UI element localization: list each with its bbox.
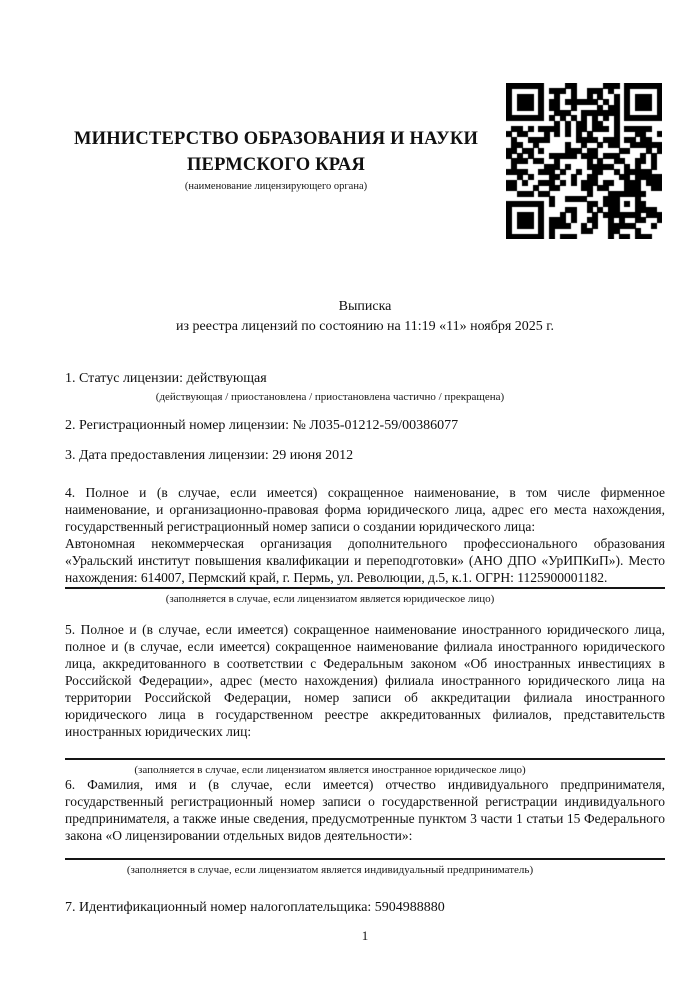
grant-date-text: 3. Дата предоставления лицензии: 29 июня 2012 bbox=[65, 448, 354, 463]
issuer-header bbox=[64, 126, 488, 194]
fill-in-rule bbox=[65, 858, 665, 860]
section-1-status bbox=[65, 370, 665, 404]
reg-number-text: 2. Регистрационный номер лицензии: № Л035-01212-59/00386077 bbox=[65, 418, 459, 433]
page-number: 1 bbox=[361, 928, 369, 943]
section-5-foreign-entity bbox=[65, 621, 665, 777]
doc-title-line1: Выписка bbox=[338, 299, 392, 314]
section-4-legal-entity bbox=[65, 484, 665, 606]
section-7-inn bbox=[65, 899, 665, 917]
foreign-entity-label: 5. Полное и (в случае, если имеется) сокращенное наименование иностранного юридического лица, полное и (в случае, если имеется) сокращенное наименование филиала иностранного юридического лица, аккредитованного в соответствии с Федеральным законом «Об иностранных инвестициях в Российской Федерации», адрес (место нахождения) филиала иностранного юридического лица на территории Российской Федерации, номер записи об аккредитации филиала иностранного юридического лица в государственном реестре аккредитованных филиалов, представительств иностранных юридических лиц: bbox=[65, 622, 665, 739]
legal-entity-value: Автономная некоммерческая организация дополнительного профессионального образования «Уральский институт повышения квалификации и переподготовки» (АНО ДПО «УрИПКиП»). Место нахождения: 614007, Пермский край, г. Пермь, ул. Революции, д.5, к.1. ОГРН: 1125900001182. bbox=[65, 536, 665, 585]
fill-in-rule bbox=[65, 587, 665, 589]
doc-title-line2: из реестра лицензий по состоянию на 11:19 «11» ноября 2025 г. bbox=[176, 319, 554, 334]
qr-code-icon bbox=[506, 83, 662, 239]
issuer-name-line2: ПЕРМСКОГО КРАЯ bbox=[186, 155, 366, 175]
entrepreneur-label: 6. Фамилия, имя и (в случае, если имеется) отчество индивидуального предпринимателя, государственный регистрационный номер записи о государственной регистрации индивидуального предпринимателя, а также иные сведения, предусмотренные пунктом 3 части 1 статьи 15 Федерального закона «О лицензировании отдельных видов деятельности»: bbox=[65, 777, 665, 843]
fill-in-rule bbox=[65, 758, 665, 760]
legal-entity-caption: (заполняется в случае, если лицензиатом является юридическое лицо) bbox=[165, 593, 495, 605]
doc-title bbox=[65, 297, 665, 337]
issuer-caption: (наименование лицензирующего органа) bbox=[184, 181, 368, 192]
empty-fill-line bbox=[65, 844, 665, 857]
status-options-caption: (действующая / приостановлена / приостановлена частично / прекращена) bbox=[155, 391, 505, 403]
inn-text: 7. Идентификационный номер налогоплательщика: 5904988880 bbox=[65, 900, 445, 915]
foreign-entity-caption: (заполняется в случае, если лицензиатом является иностранное юридическое лицо) bbox=[134, 764, 526, 776]
entrepreneur-caption: (заполняется в случае, если лицензиатом является индивидуальный предприниматель) bbox=[126, 864, 534, 876]
empty-fill-line bbox=[65, 740, 665, 757]
section-3-grant-date bbox=[65, 447, 665, 465]
issuer-name-line1: МИНИСТЕРСТВО ОБРАЗОВАНИЯ И НАУКИ bbox=[73, 129, 479, 149]
license-status-text: 1. Статус лицензии: действующая bbox=[65, 371, 267, 386]
legal-entity-label: 4. Полное и (в случае, если имеется) сокращенное наименование, в том числе фирменное наименование, и организационно-правовая форма юридического лица, адрес его места нахождения, государственный регистрационный номер записи о создании юридического лица: bbox=[65, 485, 665, 534]
section-2-reg-number bbox=[65, 417, 665, 435]
section-6-entrepreneur bbox=[65, 776, 665, 877]
